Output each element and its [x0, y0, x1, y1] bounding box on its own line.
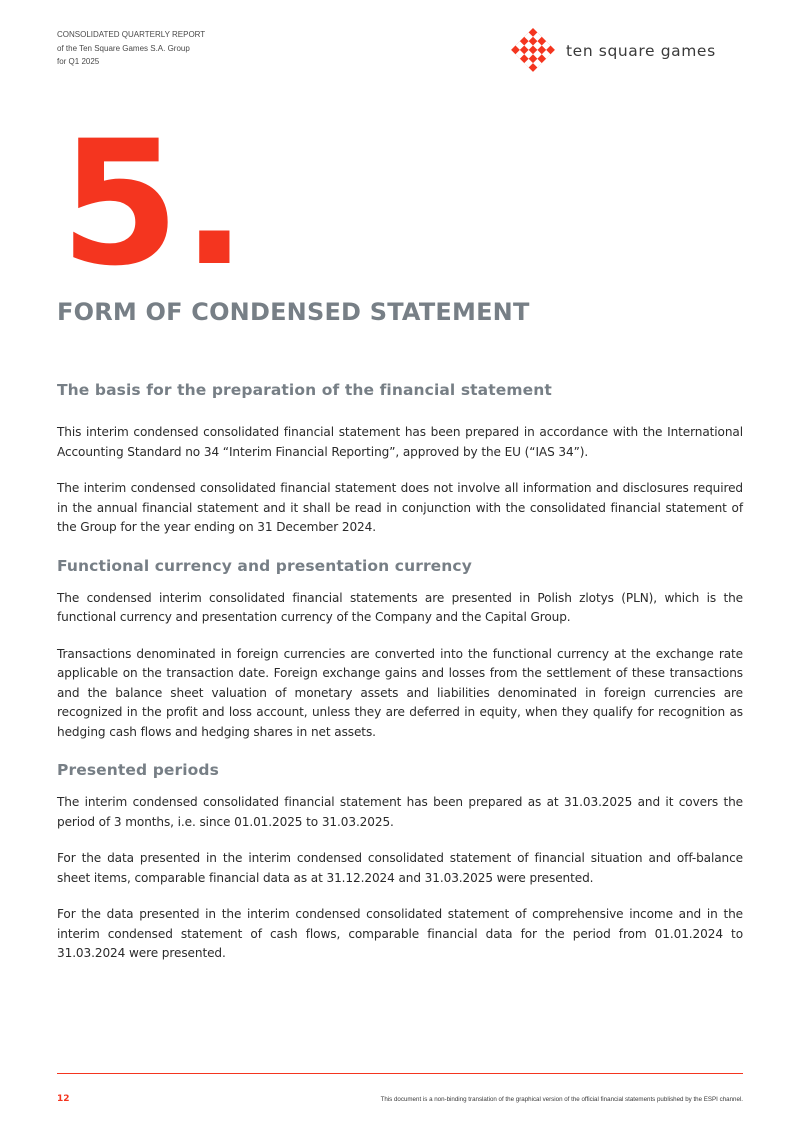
- report-meta-line: of the Ten Square Games S.A. Group: [57, 43, 190, 53]
- report-meta: [57, 28, 205, 69]
- company-logo: [510, 27, 716, 73]
- footer-divider: [57, 1073, 743, 1074]
- body-paragraph: The interim condensed consolidated financial statement does not involve all information and disclosures required in the annual financial statement and it shall be read in conjunction with the consolidated financial statement of the Group for the year ending on 31 December 2024.: [57, 481, 743, 534]
- body-paragraph: The interim condensed consolidated financial statement has been prepared as at 31.03.2025 and it covers the period of 3 months, i.e. since 01.01.2025 to 31.03.2025.: [57, 795, 743, 829]
- body-paragraph: The condensed interim consolidated financial statements are presented in Polish zlotys (PLN), which is the functional currency and presentation currency of the Company and the Capital Group.: [57, 590, 743, 624]
- body-paragraph: This interim condensed consolidated financial statement has been prepared in accordance with the International Accounting Standard no 34 “Interim Financial Reporting”, approved by the EU (“IAS 34”).: [57, 425, 743, 459]
- diamond-checker-logo-icon: [510, 27, 556, 73]
- document-body: [57, 381, 743, 964]
- page-number: 12: [57, 1094, 70, 1104]
- body-paragraph: For the data presented in the interim condensed consolidated statement of financial situation and off-balance sheet items, comparable financial data as at 31.12.2024 and 31.03.2025 were presented.: [57, 851, 743, 885]
- logo-wordmark: ten square games: [566, 41, 716, 60]
- report-meta-line: CONSOLIDATED QUARTERLY REPORT: [57, 30, 206, 39]
- section-heading: Presented periods: [57, 761, 219, 779]
- page-title: FORM OF CONDENSED STATEMENT: [57, 298, 530, 326]
- footer-disclaimer: This document is a non-binding translation of the graphical version of the official financial statements published by the ESPI channel.: [380, 1096, 743, 1103]
- section-heading: Functional currency and presentation currency: [57, 556, 472, 575]
- body-paragraph: For the data presented in the interim condensed consolidated statement of comprehensive income and in the interim condensed statement of cash flows, comparable financial data for the period from 01.01.2024 to 31.03.2024 were presented.: [57, 907, 743, 960]
- section-number: 5.: [60, 103, 250, 304]
- report-meta-line: for Q1 2025: [57, 57, 100, 66]
- body-paragraph: Transactions denominated in foreign currencies are converted into the functional currency at the exchange rate applicable on the transaction date. Foreign exchange gains and losses from the settlement of these transactions and the balance sheet valuation of monetary assets and liabilities denominated in foreign currencies are recognized in the profit and loss account, unless they are deferred in equity, when they qualify for recognition as hedging cash flows and hedging shares in net assets.: [57, 646, 743, 739]
- section-heading: The basis for the preparation of the financial statement: [57, 381, 552, 399]
